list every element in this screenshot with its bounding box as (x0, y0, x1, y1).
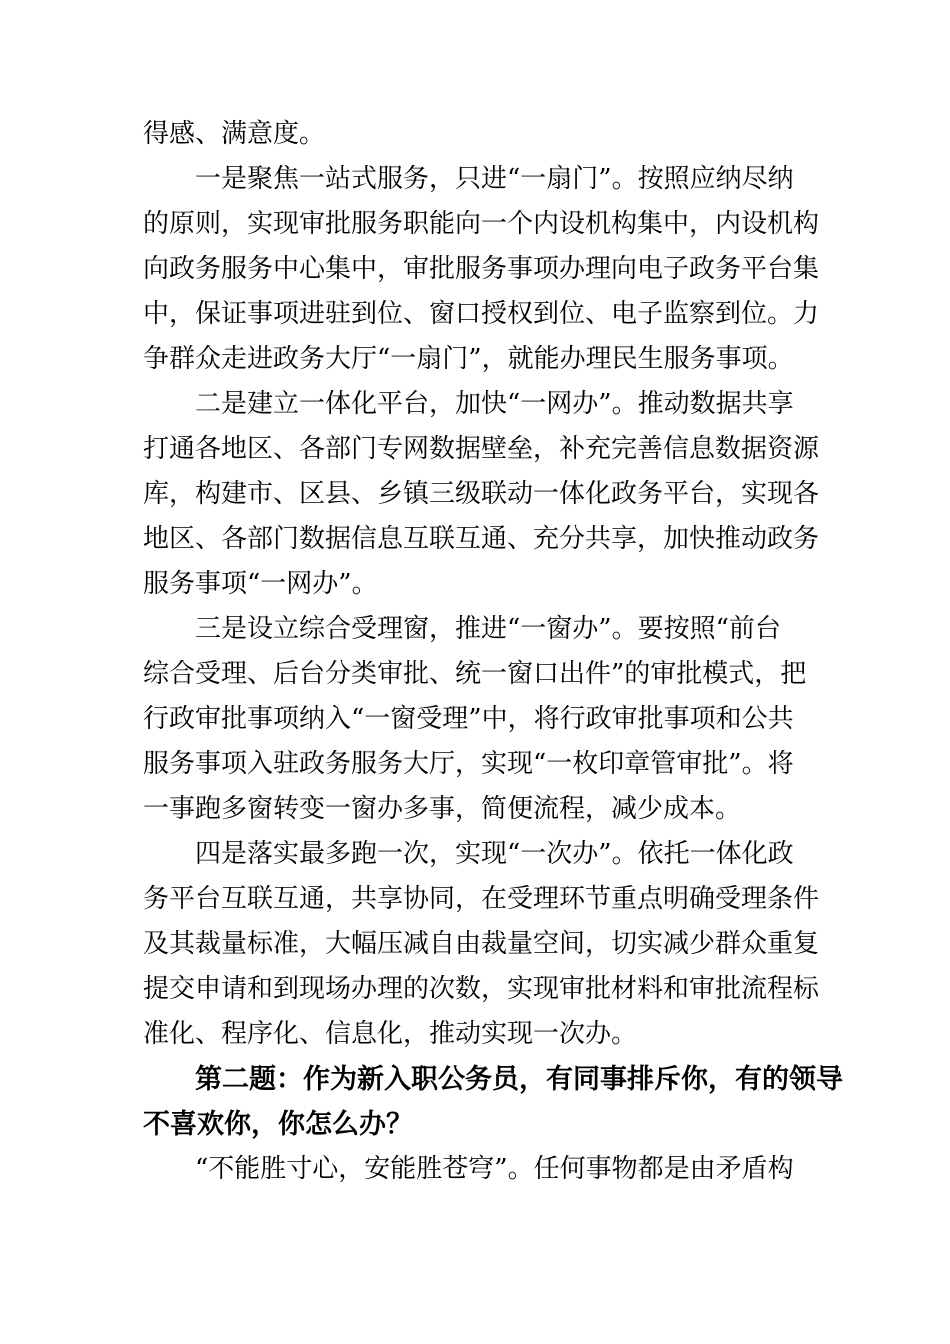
text-line: 打通各地区、各部门专网数据壁垒，补充完善信息数据资源 (143, 434, 820, 464)
text-line: 的原则，实现审批服务职能向一个内设机构集中，内设机构 (143, 209, 820, 239)
text-line: 一事跑多窗转变一窗办多事，简便流程，减少成本。 (143, 794, 742, 824)
text-line: 综合受理、后台分类审批、统一窗口出件”的审批模式，把 (143, 659, 807, 689)
text-block (143, 112, 843, 1192)
text-line: 四是落实最多跑一次，实现“一次办”。依托一体化政 (195, 839, 794, 869)
text-line: 行政审批事项纳入“一窗受理”中，将行政审批事项和公共 (143, 704, 794, 734)
text-line: 提交申请和到现场办理的次数，实现审批材料和审批流程标 (143, 974, 820, 1004)
text-line: 库，构建市、区县、乡镇三级联动一体化政务平台，实现各 (143, 479, 820, 509)
text-line: “不能胜寸心，安能胜苍穹”。任何事物都是由矛盾构 (195, 1154, 794, 1184)
text-line: 争群众走进政务大厅“一扇门”，就能办理民生服务事项。 (143, 344, 794, 374)
text-line: 三是设立综合受理窗，推进“一窗办”。要按照“前台 (195, 614, 781, 644)
text-line: 服务事项“一网办”。 (143, 569, 378, 599)
text-line: 一是聚焦一站式服务，只进“一扇门”。按照应纳尽纳 (195, 164, 794, 194)
text-line: 准化、程序化、信息化，推动实现一次办。 (143, 1019, 638, 1049)
text-line: 向政务服务中心集中，审批服务事项办理向电子政务平台集 (143, 254, 820, 284)
text-line: 地区、各部门数据信息互联互通、充分共享，加快推动政务 (143, 524, 820, 554)
text-line: 二是建立一体化平台，加快“一网办”。推动数据共享 (195, 389, 794, 419)
heading-line: 第二题：作为新入职公务员，有同事排斥你，有的领导 (195, 1064, 843, 1095)
heading-line: 不喜欢你，你怎么办？ (143, 1109, 413, 1140)
text-line: 得感、满意度。 (143, 119, 326, 149)
text-line: 服务事项入驻政务服务大厅，实现“一枚印章管审批”。将 (143, 749, 794, 779)
text-line: 务平台互联互通，共享协同，在受理环节重点明确受理条件 (143, 884, 820, 914)
text-line: 及其裁量标准，大幅压减自由裁量空间，切实减少群众重复 (143, 929, 820, 959)
text-line: 中，保证事项进驻到位、窗口授权到位、电子监察到位。力 (143, 299, 820, 329)
